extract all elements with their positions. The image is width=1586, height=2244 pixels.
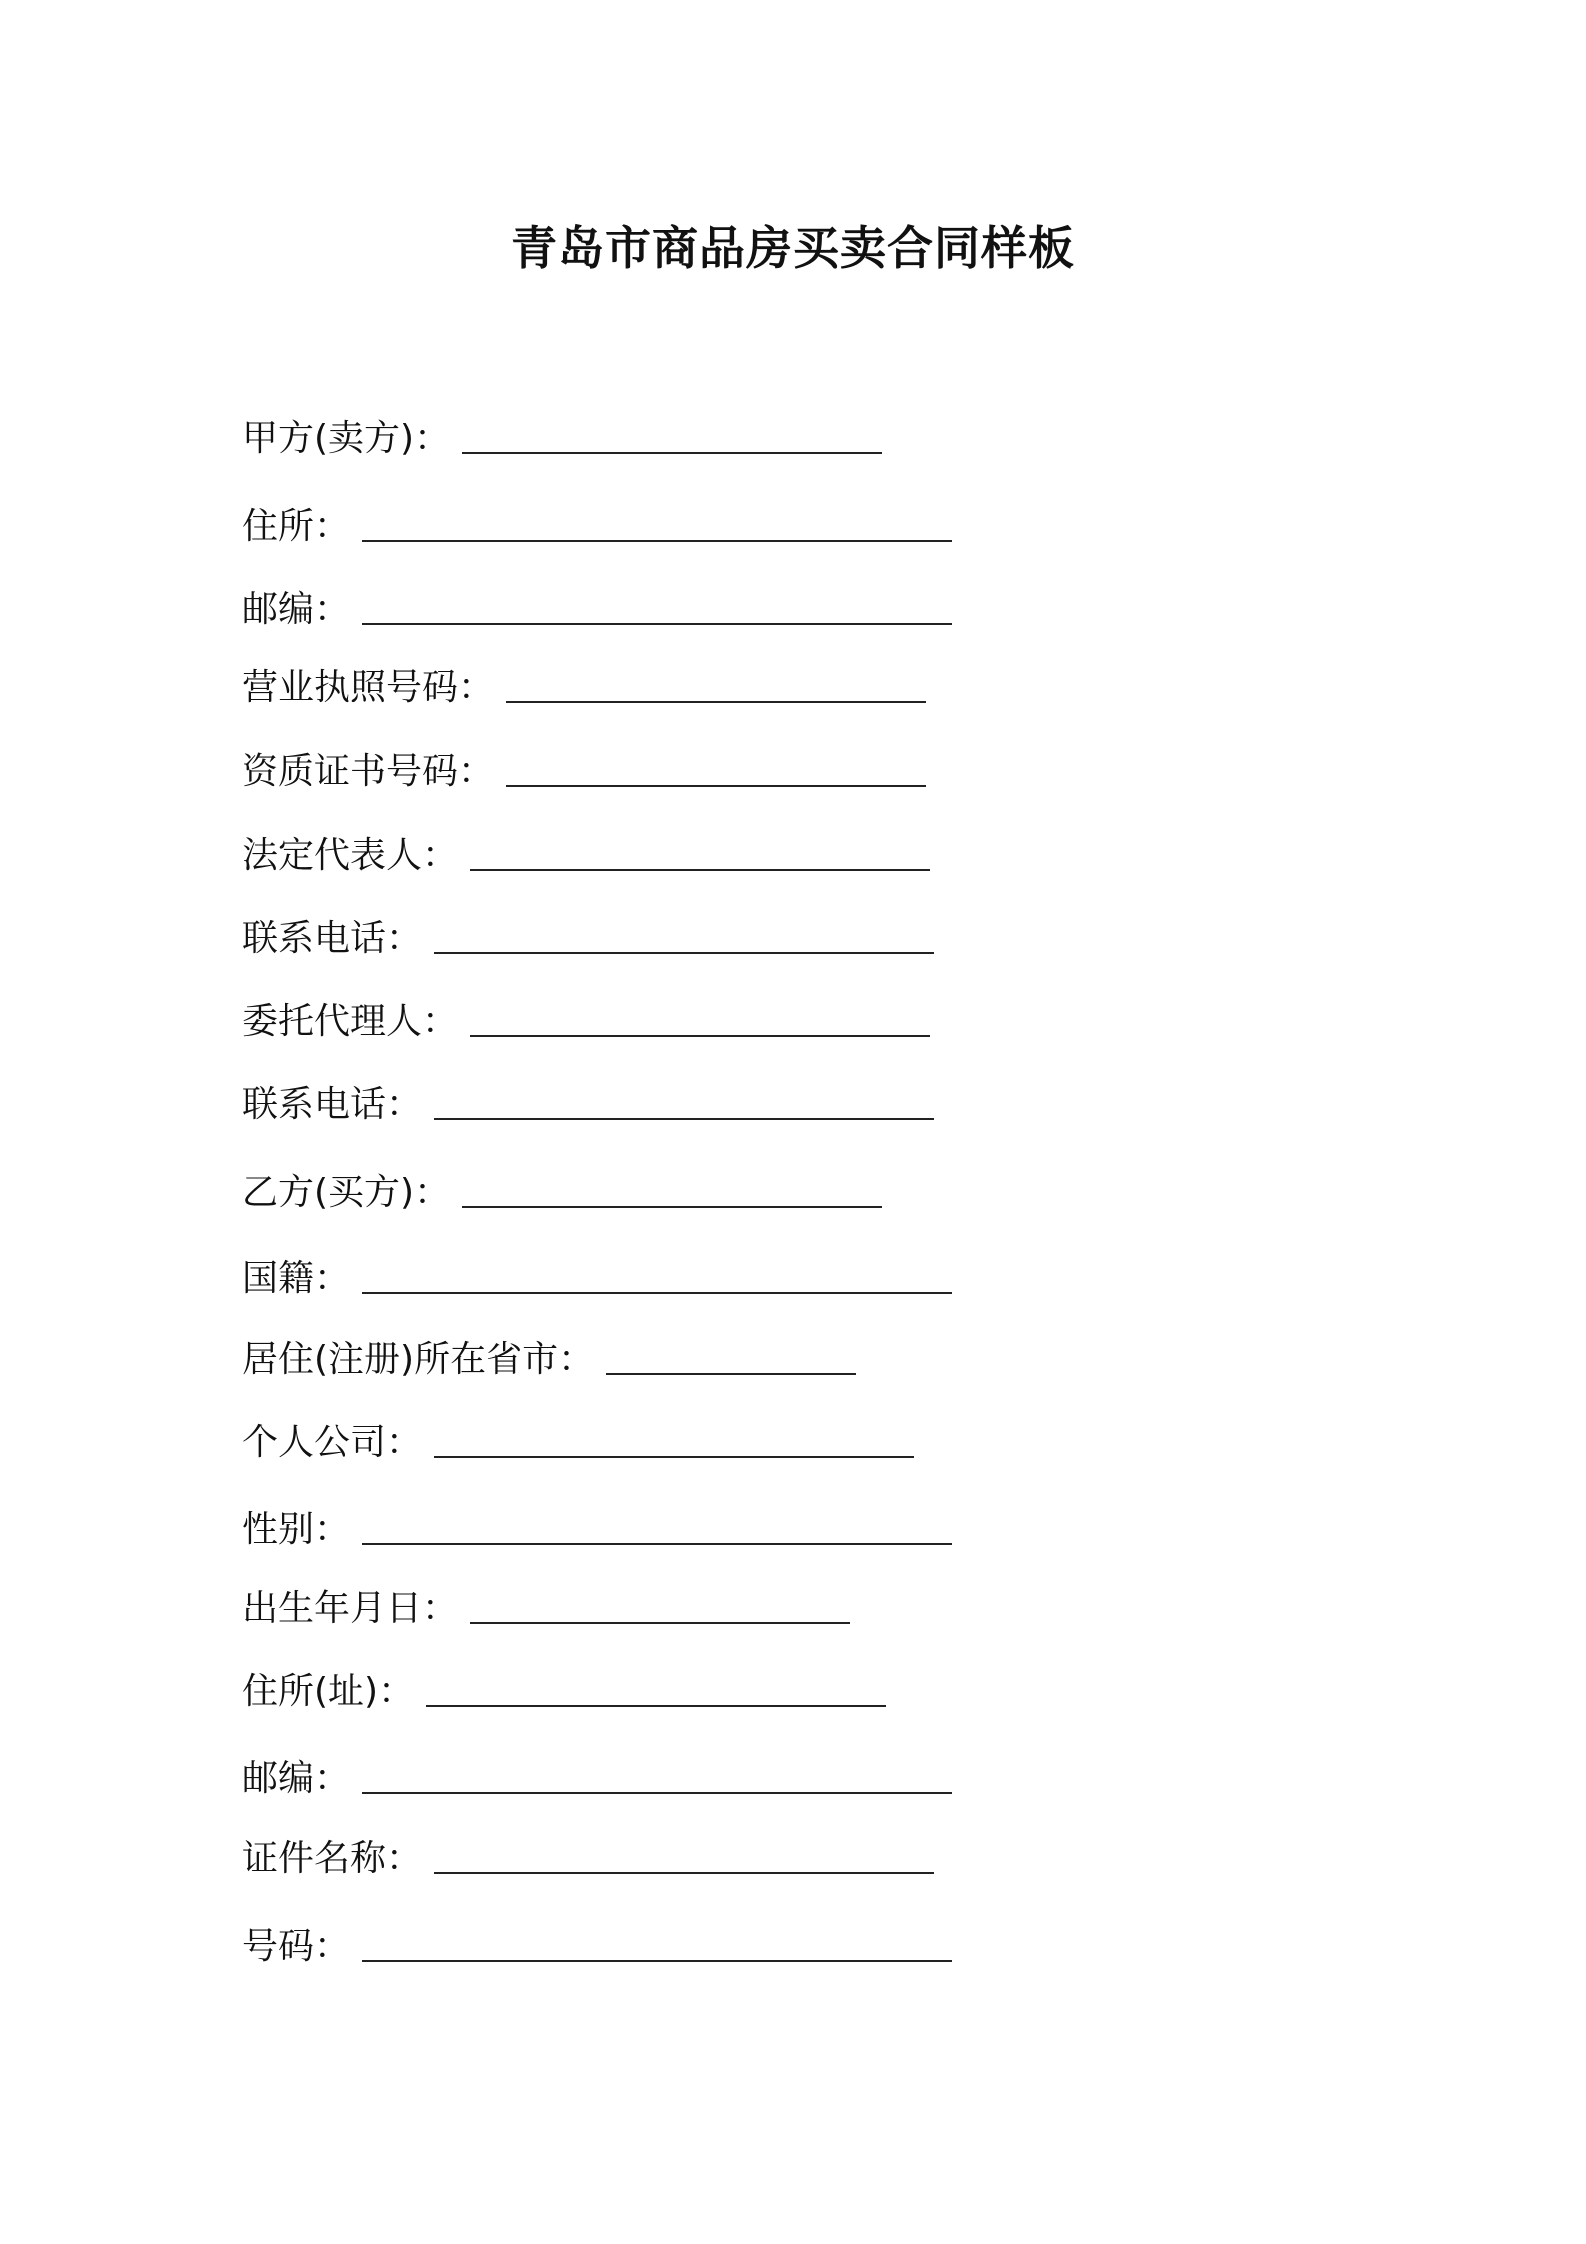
field-label: 住所 (242, 506, 315, 547)
field-colon: ： (386, 1422, 423, 1463)
blank-line[interactable] (362, 1292, 952, 1294)
field-legal-representative (242, 831, 930, 881)
document-title: 青岛市商品房买卖合同样板 (511, 221, 1075, 275)
field-colon: ： (414, 1172, 451, 1213)
field-id-document-name (242, 1834, 934, 1884)
field-colon: ： (314, 1258, 351, 1299)
field-birth-date (242, 1584, 850, 1634)
blank-line[interactable] (434, 952, 934, 954)
field-colon: ： (386, 1838, 423, 1879)
field-label: 邮编 (242, 1758, 315, 1799)
field-label: 乙方(买方) (242, 1172, 415, 1213)
field-authorized-agent (242, 997, 930, 1047)
field-individual-company (242, 1418, 914, 1468)
field-colon: ： (314, 589, 351, 630)
blank-line[interactable] (362, 1543, 952, 1545)
field-colon: ： (314, 1509, 351, 1550)
field-label: 国籍 (242, 1258, 315, 1299)
field-party-b (242, 1168, 882, 1218)
blank-line[interactable] (470, 869, 930, 871)
field-party-a (242, 414, 882, 464)
field-label: 营业执照号码 (242, 667, 459, 708)
blank-line[interactable] (506, 701, 926, 703)
field-colon: ： (314, 1758, 351, 1799)
blank-line[interactable] (470, 1622, 850, 1624)
field-colon: ： (314, 506, 351, 547)
blank-line[interactable] (506, 785, 926, 787)
field-agent-phone (242, 1080, 934, 1130)
field-colon: ： (414, 418, 451, 459)
blank-line[interactable] (434, 1872, 934, 1874)
field-party-b-address (242, 1667, 886, 1717)
field-colon: ： (378, 1671, 415, 1712)
blank-line[interactable] (362, 623, 952, 625)
field-label: 甲方(卖方) (242, 418, 415, 459)
field-colon: ： (558, 1339, 595, 1380)
field-label: 个人公司 (242, 1422, 387, 1463)
field-nationality (242, 1254, 952, 1304)
blank-line[interactable] (362, 540, 952, 542)
field-label: 号码 (242, 1926, 315, 1967)
field-colon: ： (314, 1926, 351, 1967)
field-label: 联系电话 (242, 918, 387, 959)
blank-line[interactable] (462, 1206, 882, 1208)
blank-line[interactable] (470, 1035, 930, 1037)
blank-line[interactable] (462, 452, 882, 454)
blank-line[interactable] (434, 1118, 934, 1120)
field-gender (242, 1505, 952, 1555)
field-party-b-postcode (242, 1754, 952, 1804)
field-label: 法定代表人 (242, 835, 423, 876)
field-colon: ： (422, 1588, 459, 1629)
blank-line[interactable] (426, 1705, 886, 1707)
field-party-a-address (242, 502, 952, 552)
field-id-number (242, 1922, 952, 1972)
blank-line[interactable] (362, 1792, 952, 1794)
blank-line[interactable] (606, 1373, 856, 1375)
field-colon: ： (386, 918, 423, 959)
field-colon: ： (458, 667, 495, 708)
field-label: 委托代理人 (242, 1001, 423, 1042)
field-label: 证件名称 (242, 1838, 387, 1879)
field-colon: ： (422, 1001, 459, 1042)
field-colon: ： (458, 751, 495, 792)
field-business-license (242, 663, 926, 713)
field-residence-province (242, 1335, 856, 1385)
blank-line[interactable] (434, 1456, 914, 1458)
field-label: 出生年月日 (242, 1588, 423, 1629)
field-qualification-cert (242, 747, 926, 797)
field-label: 住所(址) (242, 1671, 379, 1712)
field-label: 邮编 (242, 589, 315, 630)
field-label: 资质证书号码 (242, 751, 459, 792)
field-label: 联系电话 (242, 1084, 387, 1125)
field-label: 居住(注册)所在省市 (242, 1339, 559, 1380)
field-party-a-phone (242, 914, 934, 964)
blank-line[interactable] (362, 1960, 952, 1962)
field-colon: ： (386, 1084, 423, 1125)
field-label: 性别 (242, 1509, 315, 1550)
field-party-a-postcode (242, 585, 952, 635)
field-colon: ： (422, 835, 459, 876)
